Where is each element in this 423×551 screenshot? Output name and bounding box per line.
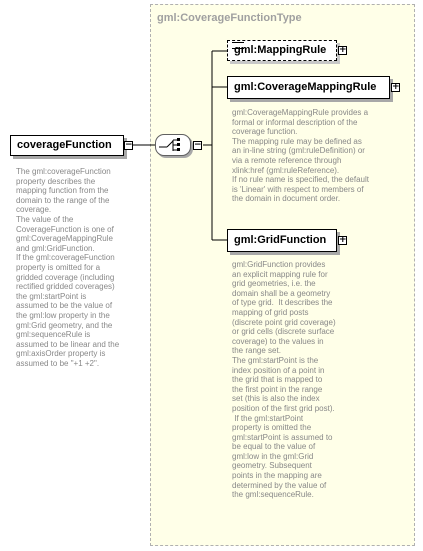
plus-box-icon[interactable]: + — [339, 45, 347, 55]
element-GridFunction-label: gml:GridFunction — [234, 234, 327, 246]
element-CoverageMappingRule-label: gml:CoverageMappingRule — [234, 81, 377, 93]
type-title: gml:CoverageFunctionType — [157, 12, 302, 24]
element-coverageFunction[interactable] — [10, 135, 124, 156]
plus-box-icon[interactable]: + — [339, 235, 347, 245]
abstract-header-icon — [232, 42, 244, 49]
choice-compositor — [155, 134, 191, 156]
element-coverageFunction-label: coverageFunction — [17, 139, 112, 151]
coverageFunction-documentation: The gml:coverageFunction property describes the mapping function from the domain to the range of the coverage. The value of the CoverageFunction is one of gml:CoverageMappingRule and gml:GridFunction. If the gml:coverageFunction property is omitted for a gridded coverage (including rectified gridded coverages) the gml:startPoint is assumed to be the value of the gml:low property in the gml:Grid geometry, and the gml:sequenceRule is assumed to be linear and the gml:axisOrder property is assumed to be "+1 +2". — [16, 167, 120, 368]
element-GridFunction[interactable] — [227, 229, 337, 252]
plus-box-icon[interactable]: + — [392, 82, 400, 92]
element-CoverageMappingRule[interactable] — [227, 76, 390, 99]
CoverageMappingRule-documentation: gml:CoverageMappingRule provides a formal or informal description of the coverage function. The mapping rule may be defined as an in-line string (gml:ruleDefinition) or via a remote reference through xlink:href (gml:ruleReference). If no rule name is specified, the default is 'Linear' with respect to members of the domain in document order. — [232, 108, 369, 204]
compositor-minus-box-icon[interactable]: − — [194, 140, 202, 150]
choice-compositor-icon — [156, 135, 190, 155]
minus-box-icon[interactable]: − — [125, 140, 133, 150]
GridFunction-documentation: gml:GridFunction provides an explicit mapping rule for grid geometries, i.e. the domain shall be a geometry of type grid. It describes the mapping of grid posts (discrete point grid coverage) or grid cells (discrete surface coverage) to the values in the range set. The gml:startPoint is the index position of a point in the grid that is mapped to the first point in the range set (this is also the index position of the first grid post). If the gml:startPoint property is omitted the gml:startPoint is assumed to be equal to the value of gml:low in the gml:Grid geometry. Subsequent points in the mapping are determined by the value of the gml:sequenceRule. — [232, 260, 336, 500]
element-MappingRule-label: gml:MappingRule — [234, 44, 327, 56]
